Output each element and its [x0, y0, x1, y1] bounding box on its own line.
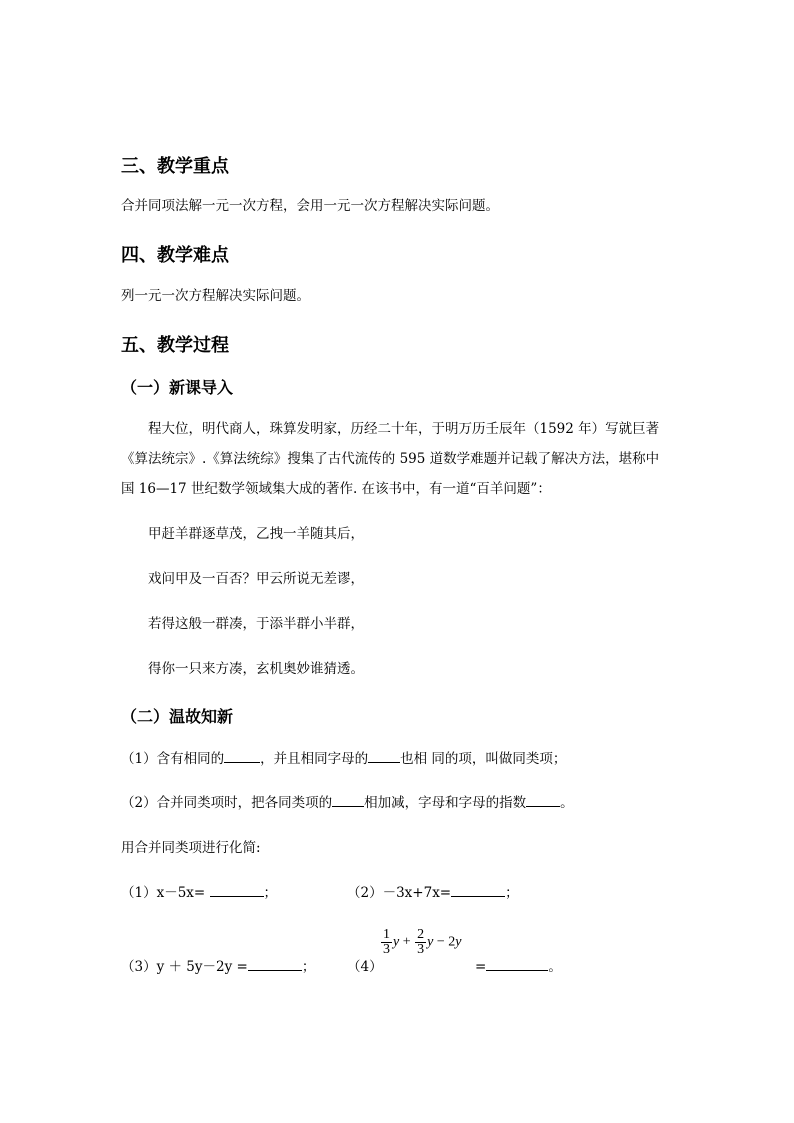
question-2: （2）合并同类项时，把各同类项的 相加减，字母和字母的指数 。 [121, 795, 574, 811]
exercise-2: （2）－3x+7x= ； [347, 885, 519, 901]
exercise-4-expression: $\frac{1}{3}$ y + $\frac{2}{3}$ y − 2y [383, 927, 462, 957]
teaching-focus-text: 合并同项法解一元一次方程，会用一元一次方程解决实际问题。 [121, 198, 499, 214]
poem-line: 得你一只来方凑，玄机奥妙谁猜透。 [148, 661, 364, 677]
fill-blank [210, 884, 264, 897]
fill-blank [248, 958, 302, 971]
fraction: $\frac{2}{3}$ [417, 927, 425, 957]
poem-line: 甲赶羊群逐草茂，乙拽一羊随其后， [148, 526, 364, 542]
exercise-3: （3）y ＋ 5y－2y = ； [121, 959, 316, 975]
intro-line: 国 16—17 世纪数学领域集大成的著作. 在该书中，有一道“百羊问题”： [121, 481, 551, 497]
fill-blank [486, 958, 548, 971]
heading-teaching-process: 五、教学过程 [121, 335, 229, 356]
exercise-4-answer: = 。 [475, 959, 562, 975]
fill-blank [526, 794, 560, 807]
heading-teaching-focus: 三、教学重点 [121, 156, 229, 177]
poem-line: 戏问甲及一百否？甲云所说无差谬， [148, 571, 364, 587]
question-1: （1）含有相同的 ，并且相同字母的 也相 同的项，叫做同类项； [121, 751, 567, 767]
exercise-1: （1）x－5x= ； [121, 885, 278, 901]
intro-line: 《算法统宗》.《算法统综》搜集了古代流传的 595 道数学难题并记载了解决方法，堪称中 [121, 451, 660, 467]
intro-line: 程大位，明代商人，珠算发明家，历经二十年，于明万历壬辰年（1592 年）写就巨著 [148, 421, 660, 437]
poem-line: 若得这般一群凑，于添半群小半群， [148, 616, 364, 632]
heading-review: （二）温故知新 [121, 707, 234, 726]
fraction: $\frac{1}{3}$ [383, 927, 390, 957]
exercise-4-label: （4） [347, 959, 383, 975]
teaching-difficulty-text: 列一元一次方程解决实际问题。 [121, 288, 310, 304]
fill-blank [224, 750, 260, 763]
fill-blank [332, 794, 364, 807]
simplify-intro: 用合并同类项进行化简: [121, 840, 261, 856]
fill-blank [368, 750, 400, 763]
fill-blank [451, 884, 505, 897]
heading-new-lesson: （一）新课导入 [121, 378, 234, 397]
heading-teaching-difficulty: 四、教学难点 [121, 245, 229, 266]
